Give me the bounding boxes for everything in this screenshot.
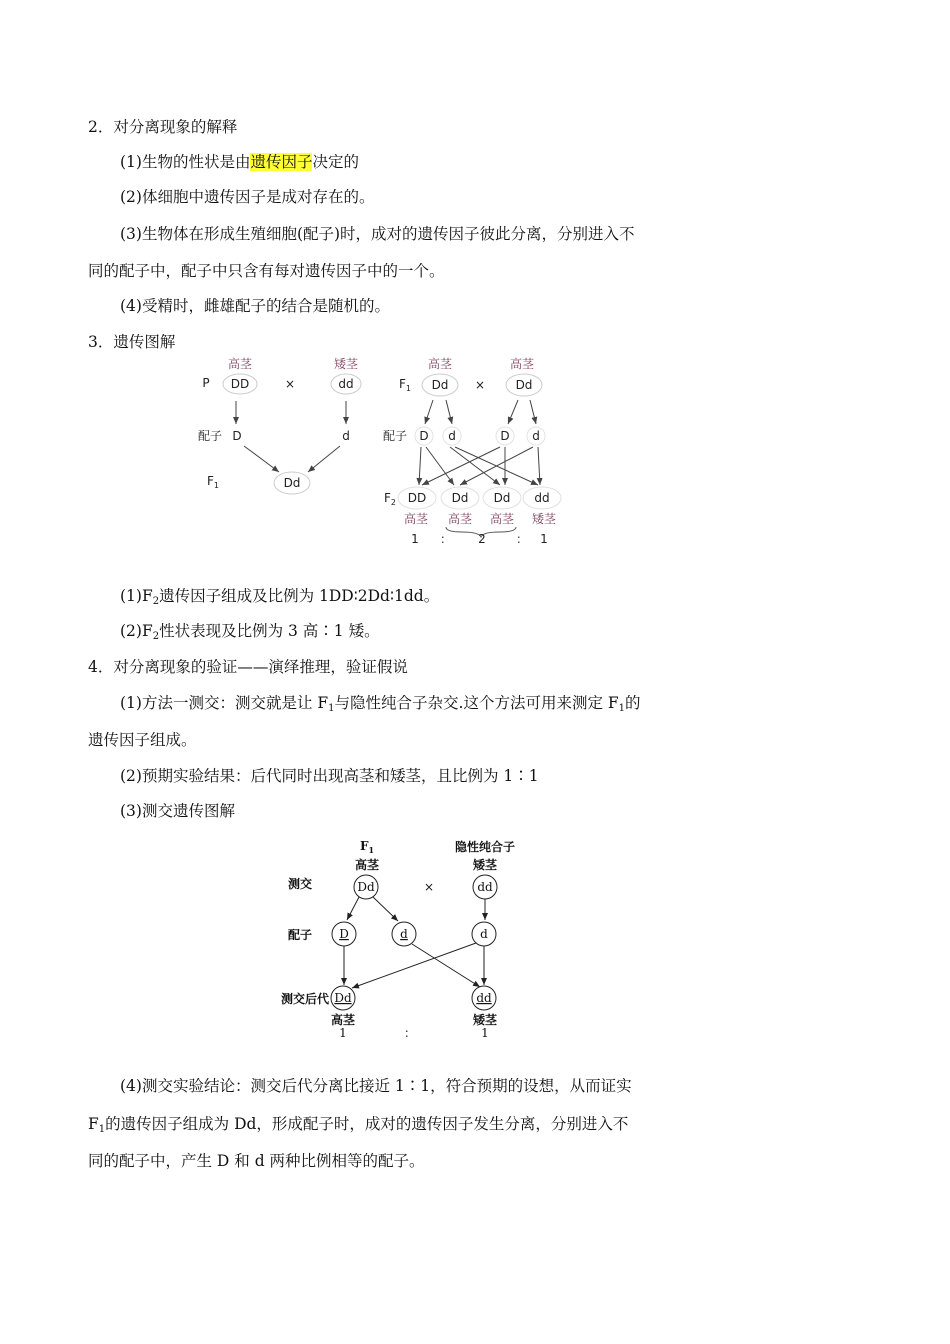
generation-f1-label: $F_1$ bbox=[207, 474, 219, 490]
offspring-Dd: Dd bbox=[493, 491, 511, 505]
parent-DD-text: DD bbox=[230, 377, 250, 391]
offspring-Dd: Dd bbox=[334, 991, 352, 1005]
gamete-d: d bbox=[448, 429, 456, 443]
section-3-heading: 3．遗传图解 bbox=[88, 333, 176, 351]
paragraph-2-2: (2)体细胞中遗传因子是成对存在的。 bbox=[120, 188, 375, 206]
arrow bbox=[426, 447, 454, 485]
testcross-offspring-label: 测交后代 bbox=[280, 992, 330, 1006]
gamete-d: d bbox=[480, 927, 488, 941]
gamete-label: 配子 bbox=[382, 429, 408, 443]
gamete-label: 配子 bbox=[287, 928, 313, 942]
arrow bbox=[352, 943, 476, 988]
ratio-colon: ： bbox=[515, 532, 529, 546]
ratio-value: 1 bbox=[339, 1026, 347, 1040]
arrow bbox=[422, 447, 500, 485]
section-2-heading: 2．对分离现象的解释 bbox=[88, 118, 238, 136]
arrow bbox=[508, 400, 518, 424]
generation-f2-label: $F_2$ bbox=[384, 491, 396, 507]
phenotype-label: 矮茎 bbox=[531, 512, 557, 526]
f2-genotype-ratio: $(1)F_2$遗传因子组成及比例为 1DD∶2Dd∶1dd。 bbox=[120, 587, 440, 607]
phenotype-tall-label: 高茎 bbox=[354, 858, 380, 872]
phenotype-tall-label: 高茎 bbox=[427, 357, 453, 371]
gamete-label: 配子 bbox=[197, 429, 223, 443]
arrow bbox=[425, 400, 433, 424]
paragraph-2-4: (4)受精时，雌雄配子的结合是随机的。 bbox=[120, 297, 390, 315]
parent-Dd-text: Dd bbox=[515, 378, 533, 392]
cross-sign: × bbox=[474, 378, 486, 392]
phenotype-short-label: 矮茎 bbox=[472, 858, 498, 872]
parent-Dd-text: Dd bbox=[357, 880, 375, 894]
paragraph-2-3-line-2: 同的配子中，配子中只含有每对遗传因子中的一个。 bbox=[88, 262, 445, 280]
ratio-colon: ： bbox=[403, 1026, 417, 1040]
ratio-colon: ： bbox=[439, 532, 453, 546]
generation-p-label: P bbox=[202, 376, 210, 390]
parent-Dd-text: Dd bbox=[431, 378, 449, 392]
gamete-D: D bbox=[339, 927, 349, 941]
conclusion-line-3: 同的配子中，产生 D 和 d 两种比例相等的配子。 bbox=[88, 1152, 425, 1170]
arrow bbox=[530, 400, 536, 424]
phenotype-tall-label: 高茎 bbox=[227, 357, 253, 371]
gamete-d: d bbox=[342, 429, 350, 443]
cross-sign: × bbox=[423, 880, 435, 894]
cross-sign: × bbox=[284, 377, 296, 391]
offspring-DD: DD bbox=[407, 491, 427, 505]
phenotype-label: 高茎 bbox=[403, 512, 429, 526]
arrow bbox=[373, 897, 398, 921]
phenotype-short-label: 矮茎 bbox=[333, 357, 359, 371]
genetic-cross-diagram bbox=[190, 350, 570, 550]
paragraph-2-1: (1)生物的性状是由遗传因子决定的 bbox=[120, 153, 359, 171]
f2-phenotype-ratio: $(2)F_2$性状表现及比例为 3 高∶1 矮。 bbox=[120, 622, 380, 642]
offspring-dd: dd bbox=[476, 991, 492, 1005]
paragraph-2-3-line-1: (3)生物体在形成生殖细胞(配子)时，成对的遗传因子彼此分离，分别进入不 bbox=[120, 225, 635, 243]
offspring-Dd: Dd bbox=[451, 491, 469, 505]
arrow bbox=[450, 447, 500, 485]
recessive-homozygote-label: 隐性纯合子 bbox=[454, 840, 516, 854]
arrow bbox=[347, 897, 359, 920]
phenotype-label: 高茎 bbox=[447, 512, 473, 526]
gamete-D: D bbox=[232, 429, 242, 443]
ratio-value: 2 bbox=[478, 532, 486, 546]
arrow bbox=[460, 447, 533, 485]
testcross-diagram bbox=[270, 832, 530, 1042]
offspring-dd: dd bbox=[534, 491, 550, 505]
arrow bbox=[412, 944, 480, 987]
generation-f1-label: $F_1$ bbox=[399, 377, 411, 393]
paragraph-4-1-line-1: (1)方法一测交：测交就是让 $F_1$与隐性纯合子杂交.这个方法可用来测定 $F_1$的 bbox=[120, 694, 641, 714]
phenotype-tall-label: 高茎 bbox=[330, 1013, 356, 1027]
phenotype-label: 高茎 bbox=[489, 512, 515, 526]
arrow bbox=[244, 446, 279, 472]
gamete-D: D bbox=[500, 429, 510, 443]
f1-Dd-text: Dd bbox=[283, 476, 301, 490]
arrow bbox=[538, 447, 540, 485]
gamete-D: D bbox=[419, 429, 429, 443]
gamete-d: d bbox=[532, 429, 540, 443]
highlighted-term: 遗传因子 bbox=[250, 153, 313, 171]
arrow bbox=[446, 400, 452, 424]
arrow bbox=[308, 446, 340, 472]
section-4-heading: 4．对分离现象的验证——演绎推理，验证假说 bbox=[88, 658, 408, 676]
paragraph-4-2: (2)预期实验结果：后代同时出现高茎和矮茎，且比例为 1∶1 bbox=[120, 767, 539, 785]
phenotype-tall-label: 高茎 bbox=[509, 357, 535, 371]
phenotype-short-label: 矮茎 bbox=[472, 1013, 498, 1027]
paragraph-4-3: (3)测交遗传图解 bbox=[120, 802, 235, 820]
ratio-value: 1 bbox=[411, 532, 419, 546]
gamete-d: d bbox=[400, 927, 408, 941]
arrow bbox=[419, 447, 421, 485]
paragraph-4-1-line-2: 遗传因子组成。 bbox=[88, 731, 197, 749]
conclusion-line-1: (4)测交实验结论：测交后代分离比接近 1∶1，符合预期的设想，从而证实 bbox=[120, 1077, 632, 1095]
testcross-label: 测交 bbox=[287, 877, 313, 891]
parent-dd-text: dd bbox=[338, 377, 354, 391]
ratio-value: 1 bbox=[540, 532, 548, 546]
parent-dd-text: dd bbox=[477, 880, 493, 894]
ratio-value: 1 bbox=[481, 1026, 489, 1040]
f1-label: $F_1$ bbox=[359, 839, 375, 855]
conclusion-line-2: $F_1$的遗传因子组成为 Dd，形成配子时，成对的遗传因子发生分离，分别进入不 bbox=[88, 1115, 629, 1135]
